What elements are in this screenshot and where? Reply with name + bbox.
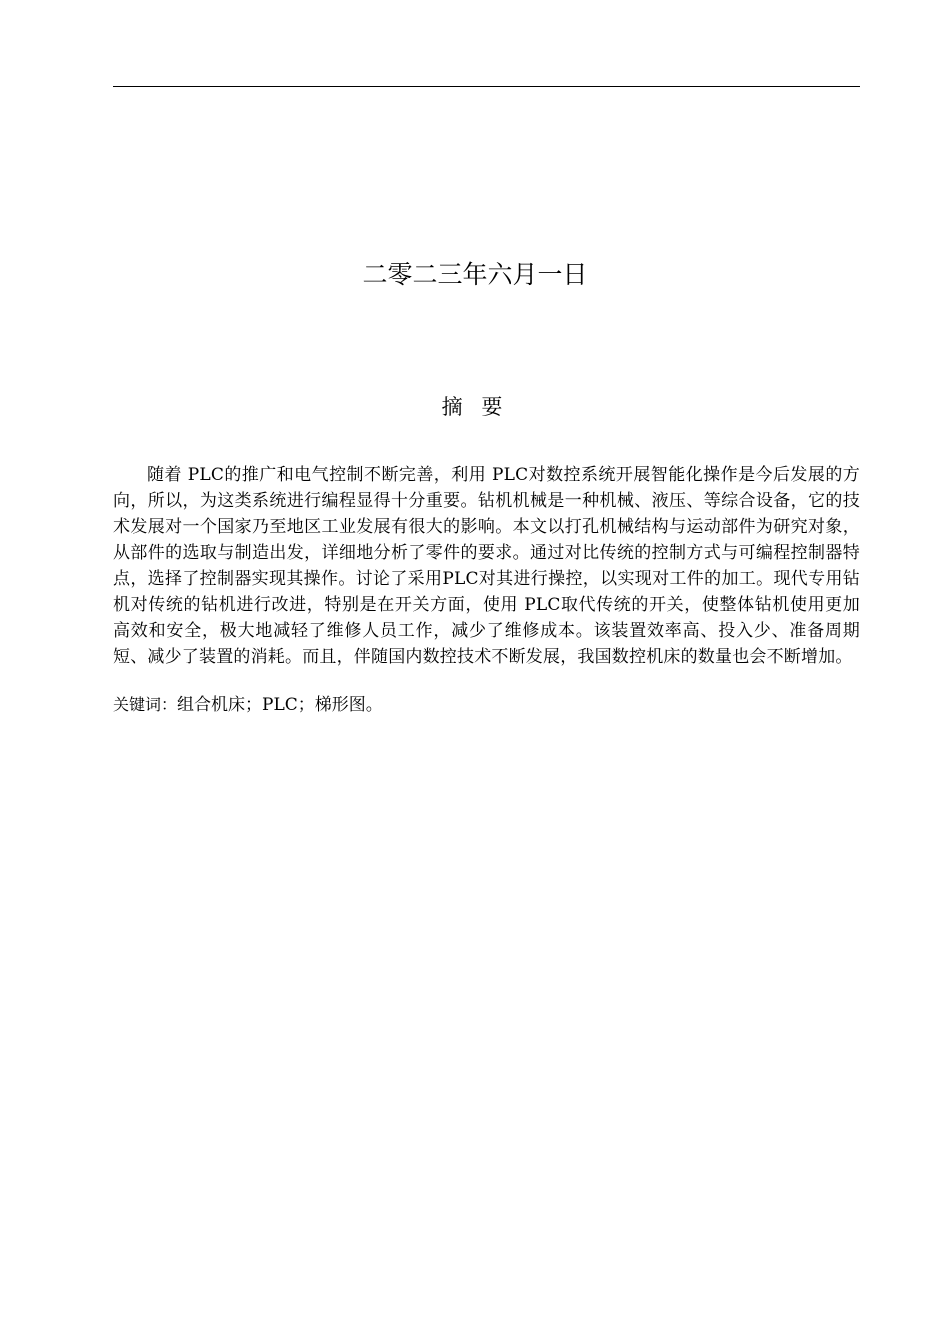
date-line: 二零二三年六月一日 <box>362 260 588 289</box>
keywords-label: 关键词： <box>113 695 178 714</box>
abstract-heading: 摘 要 <box>441 395 509 419</box>
header-rule <box>113 86 860 87</box>
keywords-line <box>113 693 860 717</box>
keywords-value: 组合机床；PLC；梯形图。 <box>177 695 383 715</box>
abstract-body: 随着 PLC的推广和电气控制不断完善，利用 PLC对数控系统开展智能化操作是今后发展的方向，所以，为这类系统进行编程显得十分重要。钻机机械是一种机械、液压、等综合设备，它的技术发展对一个国家乃至地区工业发展有很大的影响。本文以打孔机械结构与运动部件为研究对象，从部件的选取与制造出发，详细地分析了零件的要求。通过对比传统的控制方式与可编程控制器特点，选择了控制器实现其操作。讨论了采用PLC对其进行操控，以实现对工件的加工。现代专用钻机对传统的钻机进行改进，特别是在开关方面，使用 PLC取代传统的开关，使整体钻机使用更加高效和安全，极大地减轻了维修人员工作，减少了维修成本。该装置效率高、投入少、准备周期短、减少了装置的消耗。而且，伴随国内数控技术不断发展，我国数控机床的数量也会不断增加。 <box>113 465 860 667</box>
